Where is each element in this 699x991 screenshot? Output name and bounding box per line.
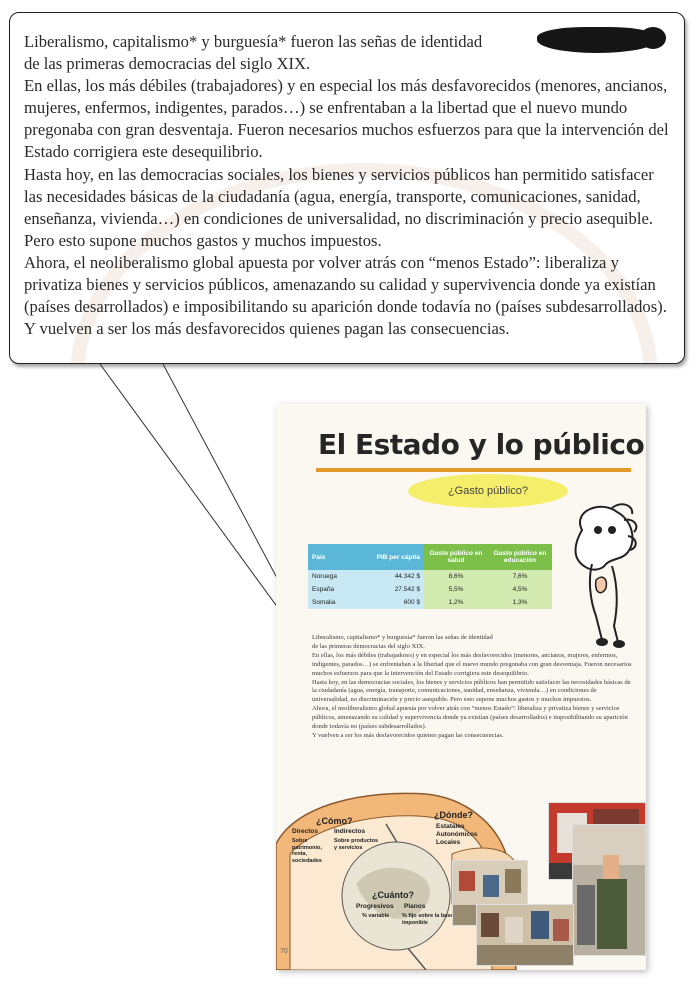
directos-sub: Sobre patrimonio, renta, sociedades [292, 838, 322, 864]
table-cell: Noruega [308, 570, 366, 583]
page-paragraph: En ellas, los más débiles (trabajadores) y en especial los más desfavorecidos (menores, ancianos, mujeres, enfermos, indigentes, parados…) se enfrentaban a la libertad que el nuevo mundo pregonaba con gran desventaja. Fueron necesarios muchos esfuerzos para que la intervención del Estado corrigiera este desequilibrio. [312, 651, 632, 677]
callout-paragraph: Liberalismo, capitalismo* y burguesía* fueron las señas de identidad [24, 32, 483, 51]
page-paragraph: de las primeras democracias del siglo XIX. [312, 642, 425, 650]
page-title: El Estado y lo público [318, 428, 645, 461]
page-paragraph: Ahora, el neoliberalismo global apuesta por volver atrás con “menos Estado”: liberaliza y privatiza bienes y servicios públicos, amenazando su calidad y supervivencia donde ya existían (países desarrollados) e imposibilitando su aparición donde todavía no (países subdesarrollados). [312, 705, 628, 731]
cuanto-label: ¿Cuánto? [372, 890, 414, 900]
donde-label: ¿Dónde? [434, 810, 473, 820]
progresivos-label: Progresivos [356, 903, 394, 910]
callout-paragraph: En ellas, los más débiles (trabajadores) y en especial los más desfavorecidos (menores, ancianos, mujeres, enfermos, indigentes, parados…) se enfrentaban a la libertad que el nuevo mundo pregonaba con gran desventaja. Fueron necesarios muchos esfuerzos para que la intervención del Estado corrigiera este desequilibrio. [24, 76, 669, 162]
table-header: País [308, 544, 366, 570]
callout-bubble [9, 12, 685, 364]
directos-label: Directos [292, 828, 319, 835]
page-number: 70 [280, 948, 288, 955]
table-cell: 27.542 $ [366, 583, 424, 596]
planos-label: Planos [404, 903, 426, 910]
table-header: PIB per cápita [366, 544, 424, 570]
textbook-page [276, 404, 646, 970]
page-body-text [312, 634, 634, 741]
callout-paragraph: Ahora, el neoliberalismo global apuesta por volver atrás con “menos Estado”: liberaliza y privatiza bienes y servicios públicos, amenazando su calidad y supervivencia donde ya existían (países desarrollados) e imposibilitando su aparición donde todavía no (países subdesarrollados). [24, 252, 667, 317]
table-cell: 600 $ [366, 596, 424, 609]
table-row [308, 596, 552, 609]
table-cell: 4,5% [488, 583, 552, 596]
table-cell: España [308, 583, 366, 596]
table-cell: 8,6% [424, 570, 488, 583]
donde-sub: Estatales Autonómicos Locales [436, 823, 478, 846]
indirectos-label: Indirectos [334, 828, 366, 835]
table-cell: 7,6% [488, 570, 552, 583]
callout-text [24, 31, 674, 340]
table-row [308, 570, 552, 583]
table-cell: 1,2% [424, 596, 488, 609]
page-paragraph: Liberalismo, capitalismo* y burguesía* fueron las señas de identidad [312, 634, 493, 641]
callout-paragraph: de las primeras democracias del siglo XIX. [24, 54, 311, 74]
table-cell: Somalia [308, 596, 366, 609]
planos-sub: % fijo sobre la base imponible [402, 913, 454, 926]
progresivos-sub: % variable [362, 913, 390, 919]
table-header: Gasto público en educación [488, 544, 552, 570]
table-cell: 5,5% [424, 583, 488, 596]
callout-paragraph: Y vuelven a ser los más desfavorecidos quienes pagan las consecuencias. [24, 319, 510, 339]
indirectos-sub: Sobre productos y servicios [334, 838, 379, 851]
table-cell: 44.342 $ [366, 570, 424, 583]
classroom-photo [476, 904, 574, 966]
page-paragraph: Y vuelven a ser los más desfavorecidos quienes pagan las consecuencias. [312, 731, 504, 739]
table-header: Gasto público en salud [424, 544, 488, 570]
street-photo [572, 824, 646, 956]
page-paragraph: Hasta hoy, en las democracias sociales, los bienes y servicios públicos han permitido satisfacer las necesidades básicas de la ciudadanía (agua, energía, transporte, comunicaciones, sanidad, enseñanza, vivienda…) en condiciones de universalidad, no discriminación y precio asequible. Pero esto supone muchos gastos y muchos impuestos. [312, 678, 631, 704]
como-label: ¿Cómo? [316, 816, 353, 826]
horse-mascot-icon [562, 500, 642, 650]
spending-table [308, 544, 552, 609]
callout-paragraph: Hasta hoy, en las democracias sociales, los bienes y servicios públicos han permitido satisfacer las necesidades básicas de la ciudadanía (agua, energía, transporte, comunicaciones, sanidad, enseñanza, vivienda…) en condiciones de universalidad, no discriminación y precio asequible. Pero esto supone muchos gastos y muchos impuestos. [24, 164, 654, 250]
table-cell: 1,3% [488, 596, 552, 609]
table-header-row [308, 544, 552, 570]
title-underline [316, 468, 631, 472]
gasto-publico-bubble: ¿Gasto público? [408, 474, 568, 508]
table-row [308, 583, 552, 596]
